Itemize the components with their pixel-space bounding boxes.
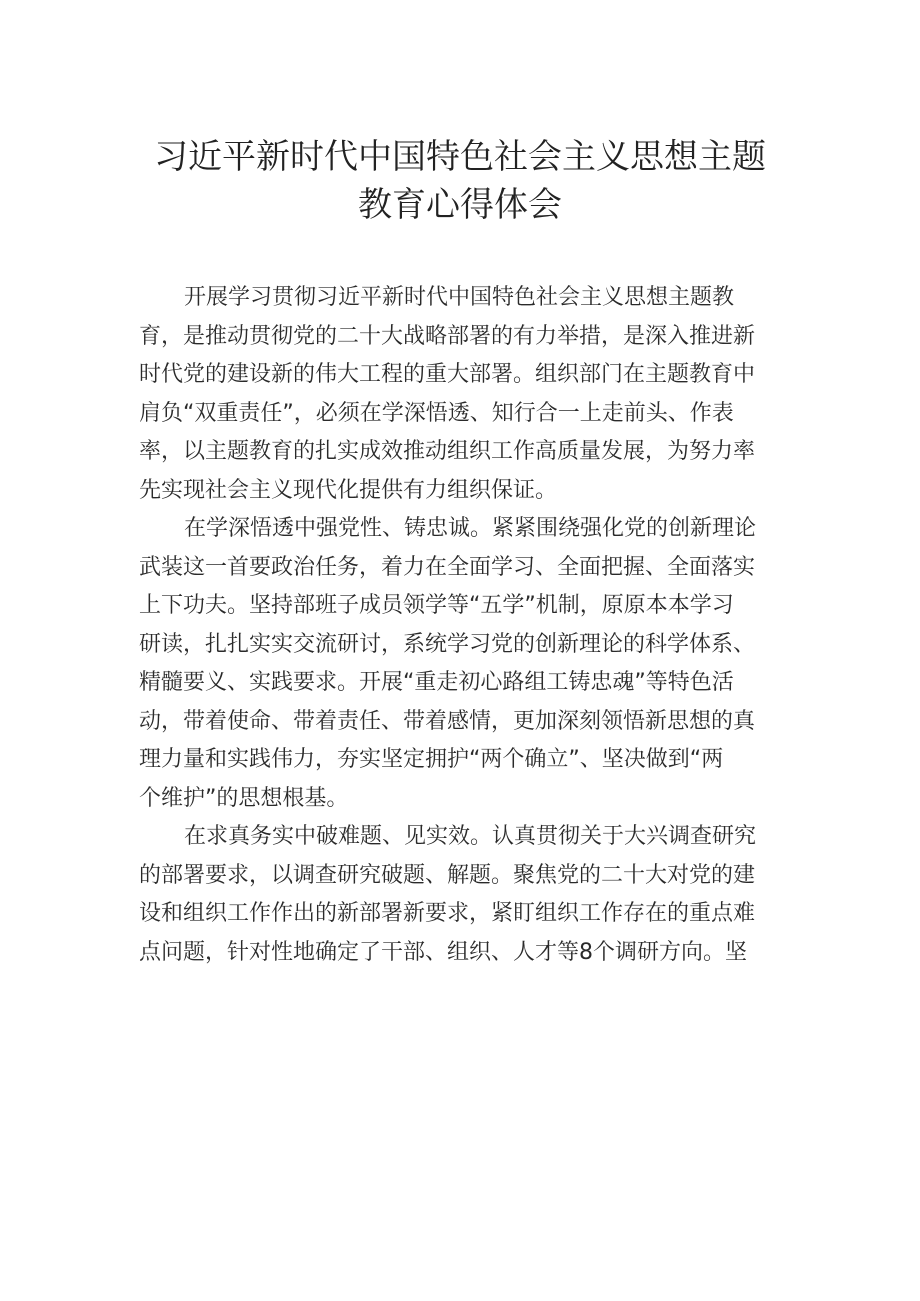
paragraph-line: 上下功夫。坚持部班子成员领学等“五学”机制，原原本本学习 [139,593,734,618]
paragraph-line: 动，带着使命、带着责任、带着感情，更加深刻领悟新思想的真 [139,708,756,734]
paragraph-line: 设和组织工作作出的新部署新要求，紧盯组织工作存在的重点难 [139,901,756,926]
paragraph-line: 在学深悟透中强党性、铸忠诚。紧紧围绕强化党的创新理论 [184,516,757,541]
paragraph-line: 育，是推动贯彻党的二十大战略部署的有力举措，是深入推进新 [139,323,756,349]
title-line: 习近平新时代中国特色社会主义思想主题 [154,137,766,177]
paragraph-line: 肩负“双重责任”，必须在学深悟透、知行合一上走前头、作表 [139,400,734,426]
paragraph-line: 先实现社会主义现代化提供有力组织保证。 [139,477,558,503]
paragraph [139,279,791,510]
paragraph [139,818,791,972]
paragraph-line: 点问题，针对性地确定了干部、组织、人才等8个调研方向。坚 [139,939,747,965]
title-line: 教育心得体会 [358,185,562,225]
paragraph-line: 率，以主题教育的扎实成效推动组织工作高质量发展，为努力率 [139,439,756,464]
page-title [100,133,820,229]
paragraph-line: 在求真务实中破难题、见实效。认真贯彻关于大兴调查研究 [184,824,757,849]
paragraph-line: 时代党的建设新的伟大工程的重大部署。组织部门在主题教育中 [139,362,756,387]
paragraph-line: 的部署要求，以调查研究破题、解题。聚焦党的二十大对党的建 [139,862,756,888]
document-body [139,279,791,972]
paragraph-line: 研读，扎扎实实交流研讨，系统学习党的创新理论的科学体系、 [139,631,756,657]
paragraph-line: 理力量和实践伟力，夯实坚定拥护“两个确立”、坚决做到“两 [139,747,724,772]
paragraph-line: 武装这一首要政治任务，着力在全面学习、全面把握、全面落实 [139,554,756,580]
paragraph-line: 精髓要义、实践要求。开展“重走初心路组工铸忠魂”等特色活 [139,670,734,695]
paragraph-line: 开展学习贯彻习近平新时代中国特色社会主义思想主题教 [184,285,735,310]
paragraph-line: 个维护”的思想根基。 [139,785,349,811]
paragraph [139,510,791,818]
